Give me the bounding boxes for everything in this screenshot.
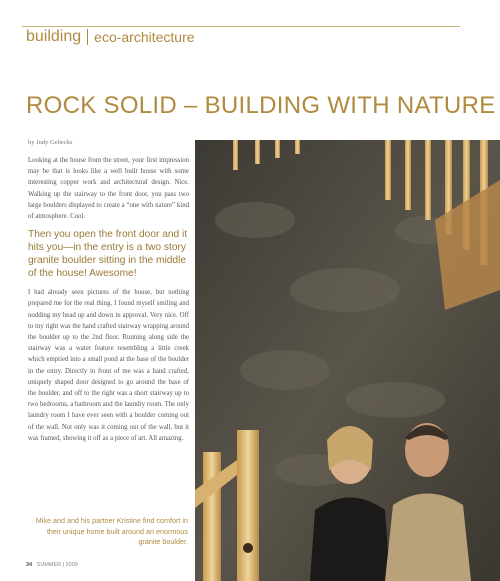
section-header: [26, 26, 195, 48]
subsection-label: eco-architecture: [94, 29, 195, 45]
section-divider: [87, 29, 88, 45]
body-paragraph-2: I had already seen pictures of the house, but nothing prepared me for the real thing. I found myself smiling and nodding my head up and down in approval. Very nice. Off to my right was the hand crafted stairway wrapping around the boulder up to the 2nd floor. Running along side the stairway was a water feature resembling a little creek which emptied into a small pond at the base of the boulder in the entry. Directly in front of me was a hand crafted, uniquely shaped door designed to go around the base of the boulder, and off to the right was a short stairway up to two bedrooms, a bathroom and the laundry room. The only laundry room I have ever seen with a boulder coming out of the wall. Not only was it coming out of the wall, but it was framed, showing it off as a piece of art. All amazing.: [28, 289, 189, 442]
page-number: 34: [26, 562, 33, 568]
post-bolt: [243, 543, 253, 553]
log-post-left: [203, 452, 221, 581]
page-folio: [26, 562, 78, 568]
pull-quote: Then you open the front door and it hits you—in the entry is a two story granite boulder sitting in the middle of the house! Awesome!: [28, 229, 188, 280]
article-body: [28, 155, 189, 450]
article-photo: [195, 140, 500, 581]
article-title: ROCK SOLID – BUILDING WITH NATURE: [26, 92, 496, 119]
photo-caption: Mike and and his partner Kristine find comfort in their unique home built around an enormous granite boulder.: [35, 516, 188, 546]
issue-label: SUMMER | 2009: [36, 562, 78, 568]
log-post-right: [237, 430, 259, 581]
body-paragraph-1: Looking at the house from the street, your first impression may be that is looks like a well built house with some interesting copper work and architectural design. Nice. Walking up the stairway to the front door, you pass two large boulders displayed to create a “one with nature” kind of atmosphere. Cool.: [28, 157, 189, 221]
byline: by Judy Gebecks: [28, 139, 73, 146]
section-label: building: [26, 28, 82, 45]
